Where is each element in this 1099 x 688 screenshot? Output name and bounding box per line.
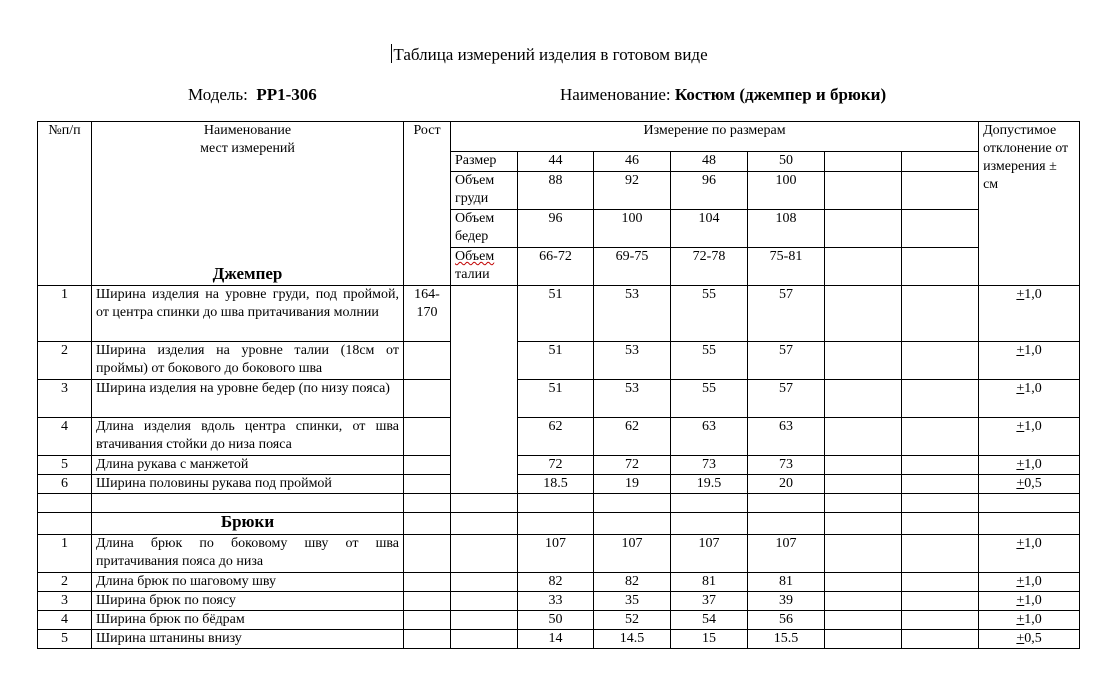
title-text: Таблица измерений изделия в готовом виде (393, 45, 708, 64)
empty-cell (979, 494, 1080, 513)
section-title-trousers: Брюки (92, 513, 404, 535)
measure-value: 57 (748, 380, 825, 418)
tolerance-value (979, 611, 1080, 630)
measure-value: 62 (594, 418, 671, 456)
measure-value: 51 (518, 380, 594, 418)
row-name: Ширина брюк по поясу (92, 592, 404, 611)
name-label: Наименование: (560, 85, 671, 104)
row-name: Ширина изделия на уровне груди, под проймой, от центра спинки до шва притачивания молнии (92, 286, 404, 342)
measure-value: 63 (671, 418, 748, 456)
size-value: 46 (594, 152, 671, 172)
product-name-line (560, 85, 886, 105)
empty-cell (902, 513, 979, 535)
plus-minus-sign: + (1016, 287, 1025, 302)
header-height: Рост (404, 122, 451, 286)
measure-value: 55 (671, 286, 748, 342)
measurements-table (37, 121, 1080, 649)
size-value: 108 (748, 210, 825, 248)
measure-value: 72 (518, 456, 594, 475)
size-row-label (451, 172, 518, 210)
model-label: Модель: (188, 85, 248, 104)
empty-cell (404, 611, 451, 630)
blank-column (451, 286, 518, 494)
size-value: 104 (671, 210, 748, 248)
size-row-label-text: Объем груди (455, 173, 495, 206)
empty-cell (404, 630, 451, 649)
empty-cell (404, 456, 451, 475)
empty-cell (902, 630, 979, 649)
measure-value: 57 (748, 286, 825, 342)
measure-value: 52 (594, 611, 671, 630)
empty-cell (748, 494, 825, 513)
tolerance-number: 1,0 (1024, 612, 1042, 627)
empty-cell (825, 342, 902, 380)
header-sizes: Измерение по размерам (451, 122, 979, 152)
empty-cell (902, 475, 979, 494)
size-row-label-text: Объем талии (455, 249, 495, 282)
measure-value: 18.5 (518, 475, 594, 494)
empty-cell (748, 513, 825, 535)
tolerance-number: 0,5 (1024, 476, 1042, 491)
measure-value: 15 (671, 630, 748, 649)
empty-cell (451, 630, 518, 649)
row-name: Ширина изделия на уровне талии (18см от проймы) от бокового до бокового шва (92, 342, 404, 380)
tolerance-value (979, 456, 1080, 475)
measure-value: 55 (671, 342, 748, 380)
tolerance-number: 1,0 (1024, 287, 1042, 302)
size-value: 69-75 (594, 248, 671, 286)
header-num: №п/п (38, 122, 92, 286)
tolerance-number: 1,0 (1024, 381, 1042, 396)
empty-cell (404, 494, 451, 513)
spellcheck-word: Объем (455, 249, 495, 264)
tolerance-value (979, 630, 1080, 649)
empty-cell (518, 513, 594, 535)
tolerance-number: 0,5 (1024, 631, 1042, 646)
measure-value: 81 (748, 573, 825, 592)
plus-minus-sign: + (1016, 593, 1025, 608)
empty-cell (902, 210, 979, 248)
tolerance-number: 1,0 (1024, 574, 1042, 589)
table-row (38, 535, 1080, 573)
row-name: Ширина половины рукава под проймой (92, 475, 404, 494)
empty-cell (825, 418, 902, 456)
measure-value: 35 (594, 592, 671, 611)
empty-cell (902, 573, 979, 592)
row-number: 1 (38, 535, 92, 573)
row-number: 5 (38, 456, 92, 475)
measure-value: 62 (518, 418, 594, 456)
tolerance-value (979, 286, 1080, 342)
row-number: 3 (38, 592, 92, 611)
measure-value: 14.5 (594, 630, 671, 649)
measure-value: 51 (518, 286, 594, 342)
size-value: 100 (748, 172, 825, 210)
empty-cell (404, 475, 451, 494)
size-value: 44 (518, 152, 594, 172)
table-row (38, 611, 1080, 630)
measure-value: 53 (594, 342, 671, 380)
empty-cell (594, 494, 671, 513)
empty-cell (671, 513, 748, 535)
size-value: 96 (671, 172, 748, 210)
empty-cell (902, 342, 979, 380)
header-place (92, 122, 404, 286)
empty-cell (451, 513, 518, 535)
tolerance-value (979, 573, 1080, 592)
measure-value: 37 (671, 592, 748, 611)
model-line (188, 85, 317, 105)
row-name: Длина брюк по шаговому шву (92, 573, 404, 592)
size-value: 72-78 (671, 248, 748, 286)
tolerance-value (979, 535, 1080, 573)
measure-value: 50 (518, 611, 594, 630)
row-number: 4 (38, 611, 92, 630)
row-name: Ширина изделия на уровне бедер (по низу пояса) (92, 380, 404, 418)
model-value: РР1-306 (256, 85, 317, 104)
header-row (38, 122, 1080, 152)
empty-cell (404, 592, 451, 611)
empty-cell (404, 573, 451, 592)
plus-minus-sign: + (1016, 574, 1025, 589)
row-number: 2 (38, 573, 92, 592)
measure-value: 107 (748, 535, 825, 573)
table-row (38, 475, 1080, 494)
empty-cell (825, 172, 902, 210)
empty-cell (451, 611, 518, 630)
measure-value: 82 (518, 573, 594, 592)
empty-cell (404, 342, 451, 380)
empty-cell (825, 210, 902, 248)
measure-value: 19 (594, 475, 671, 494)
row-number: 1 (38, 286, 92, 342)
empty-cell (902, 535, 979, 573)
empty-cell (979, 513, 1080, 535)
empty-cell (902, 592, 979, 611)
tolerance-value (979, 342, 1080, 380)
row-name: Ширина брюк по бёдрам (92, 611, 404, 630)
document-title (0, 44, 1099, 65)
tolerance-number: 1,0 (1024, 536, 1042, 551)
plus-minus-sign: + (1016, 457, 1025, 472)
empty-cell (38, 494, 92, 513)
row-name: Длина рукава с манжетой (92, 456, 404, 475)
empty-cell (902, 418, 979, 456)
empty-cell (825, 456, 902, 475)
measure-value: 82 (594, 573, 671, 592)
size-row-label-text: Размер (455, 153, 497, 168)
size-value: 88 (518, 172, 594, 210)
name-value: Костюм (джемпер и брюки) (674, 85, 887, 104)
header-place-line2: мест измерений (200, 141, 295, 156)
empty-cell (825, 475, 902, 494)
row-name: Длина изделия вдоль центра спинки, от шва втачивания стойки до низа пояса (92, 418, 404, 456)
header-place-line1: Наименование (203, 123, 292, 138)
height-value: 164-170 (404, 286, 451, 342)
section-title-jumper: Джемпер (212, 264, 283, 283)
table-row (38, 573, 1080, 592)
empty-cell (902, 286, 979, 342)
measure-value: 39 (748, 592, 825, 611)
empty-cell (825, 513, 902, 535)
table-row (38, 342, 1080, 380)
empty-cell (671, 494, 748, 513)
measure-value: 107 (518, 535, 594, 573)
empty-cell (825, 535, 902, 573)
row-number: 4 (38, 418, 92, 456)
tolerance-number: 1,0 (1024, 593, 1042, 608)
size-value: 96 (518, 210, 594, 248)
empty-cell (825, 630, 902, 649)
tolerance-value (979, 592, 1080, 611)
measure-value: 57 (748, 342, 825, 380)
size-value: 75-81 (748, 248, 825, 286)
empty-cell (518, 494, 594, 513)
empty-cell (404, 535, 451, 573)
empty-cell (451, 494, 518, 513)
empty-cell (902, 494, 979, 513)
empty-cell (451, 573, 518, 592)
plus-minus-sign: + (1016, 381, 1025, 396)
row-number: 2 (38, 342, 92, 380)
empty-cell (451, 535, 518, 573)
empty-cell (825, 592, 902, 611)
table-row (38, 380, 1080, 418)
empty-cell (902, 248, 979, 286)
measure-value: 20 (748, 475, 825, 494)
measure-value: 33 (518, 592, 594, 611)
empty-cell (594, 513, 671, 535)
empty-cell (825, 611, 902, 630)
empty-cell (92, 494, 404, 513)
measure-value: 107 (671, 535, 748, 573)
tolerance-value (979, 380, 1080, 418)
size-value: 50 (748, 152, 825, 172)
spacer-row (38, 494, 1080, 513)
header-tolerance: Допустимое отклонение от измерения ± см (979, 122, 1080, 286)
empty-cell (825, 494, 902, 513)
measure-value: 107 (594, 535, 671, 573)
size-value: 100 (594, 210, 671, 248)
measure-value: 73 (671, 456, 748, 475)
empty-cell (825, 573, 902, 592)
row-number: 5 (38, 630, 92, 649)
measure-value: 63 (748, 418, 825, 456)
size-row-label (451, 152, 518, 172)
measure-value: 56 (748, 611, 825, 630)
measure-value: 73 (748, 456, 825, 475)
tolerance-value (979, 475, 1080, 494)
row-number: 6 (38, 475, 92, 494)
empty-cell (825, 380, 902, 418)
plus-minus-sign: + (1016, 419, 1025, 434)
measure-value: 55 (671, 380, 748, 418)
measure-value: 53 (594, 286, 671, 342)
table-row (38, 418, 1080, 456)
table-row (38, 456, 1080, 475)
empty-cell (902, 172, 979, 210)
empty-cell (404, 418, 451, 456)
empty-cell (825, 286, 902, 342)
plus-minus-sign: + (1016, 612, 1025, 627)
empty-cell (902, 611, 979, 630)
size-row-label-text: Объем бедер (455, 211, 495, 244)
measure-value: 14 (518, 630, 594, 649)
empty-cell (38, 513, 92, 535)
empty-cell (404, 513, 451, 535)
tolerance-number: 1,0 (1024, 419, 1042, 434)
tolerance-number: 1,0 (1024, 457, 1042, 472)
empty-cell (902, 456, 979, 475)
plus-minus-sign: + (1016, 536, 1025, 551)
empty-cell (825, 152, 902, 172)
row-name: Длина брюк по боковому шву от шва притачивания пояса до низа (92, 535, 404, 573)
measure-value: 54 (671, 611, 748, 630)
size-value: 48 (671, 152, 748, 172)
size-value: 92 (594, 172, 671, 210)
size-value: 66-72 (518, 248, 594, 286)
size-row-label (451, 248, 518, 286)
table-row (38, 286, 1080, 342)
measure-value: 15.5 (748, 630, 825, 649)
measure-value: 19.5 (671, 475, 748, 494)
table-row (38, 630, 1080, 649)
measure-value: 72 (594, 456, 671, 475)
plus-minus-sign: + (1016, 631, 1025, 646)
empty-cell (825, 248, 902, 286)
tolerance-number: 1,0 (1024, 343, 1042, 358)
measure-value: 51 (518, 342, 594, 380)
table-row (38, 592, 1080, 611)
tolerance-value (979, 418, 1080, 456)
empty-cell (902, 380, 979, 418)
row-number: 3 (38, 380, 92, 418)
plus-minus-sign: + (1016, 476, 1025, 491)
measure-value: 53 (594, 380, 671, 418)
plus-minus-sign: + (1016, 343, 1025, 358)
empty-cell (902, 152, 979, 172)
empty-cell (404, 380, 451, 418)
size-row-label (451, 210, 518, 248)
empty-cell (451, 592, 518, 611)
section-row (38, 513, 1080, 535)
row-name: Ширина штанины внизу (92, 630, 404, 649)
measure-value: 81 (671, 573, 748, 592)
